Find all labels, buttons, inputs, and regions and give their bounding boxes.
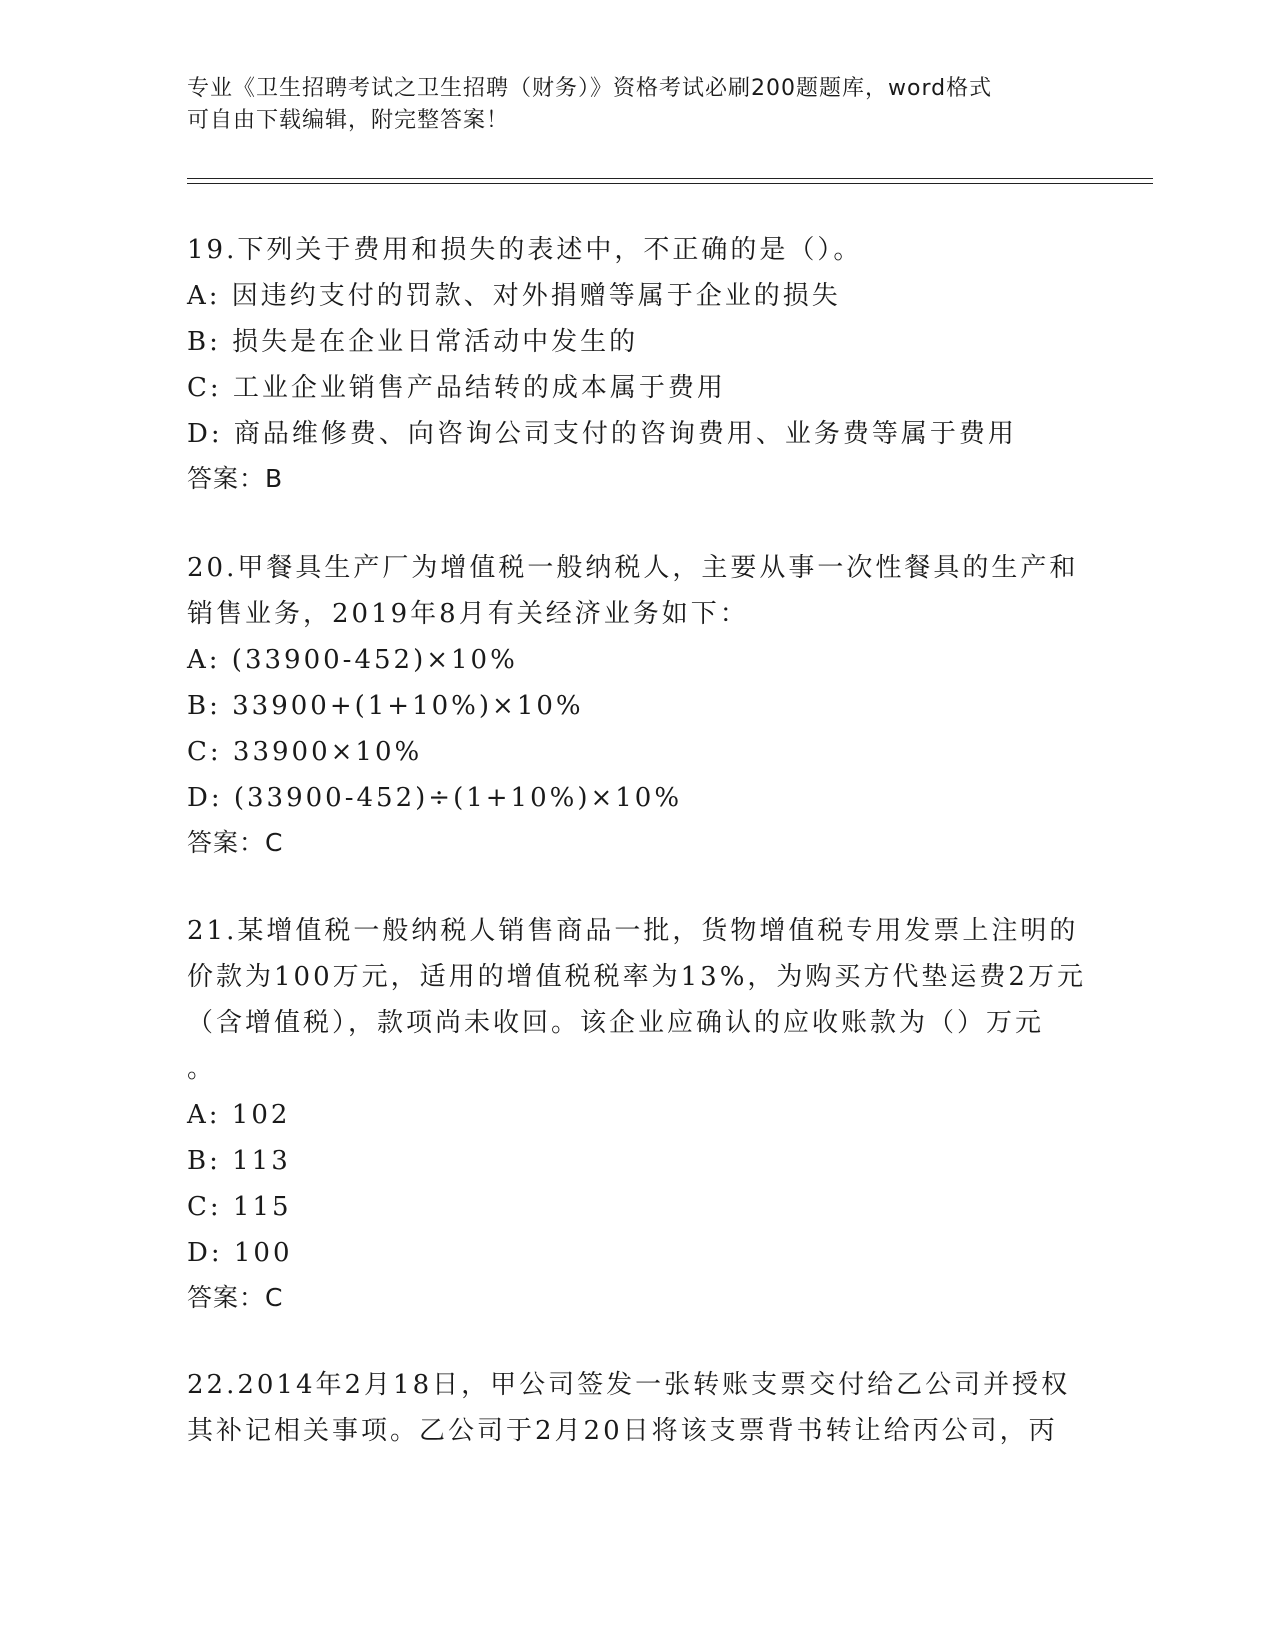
option-c: C: 33900×10% — [187, 737, 423, 767]
question-stem-line-2: 其补记相关事项。乙公司于2月20日将该支票背书转让给丙公司，丙 — [187, 1416, 1058, 1446]
header-line-2: 可自由下载编辑，附完整答案！ — [187, 108, 510, 133]
answer: 答案：C — [187, 828, 284, 857]
option-d: D: 商品维修费、向咨询公司支付的咨询费用、业务费等属于费用 — [187, 419, 1017, 449]
option-c: C: 115 — [187, 1192, 292, 1222]
question-stem-line-1: 20.甲餐具生产厂为增值税一般纳税人，主要从事一次性餐具的生产和 — [187, 553, 1079, 583]
option-c: C: 工业企业销售产品结转的成本属于费用 — [187, 373, 726, 403]
question-stem-line-4: 。 — [187, 1054, 217, 1084]
option-b: B: 损失是在企业日常活动中发生的 — [187, 327, 639, 357]
question-stem: 19.下列关于费用和损失的表述中，不正确的是（）。 — [187, 235, 863, 265]
question-stem-line-1: 21.某增值税一般纳税人销售商品一批，货物增值税专用发票上注明的 — [187, 916, 1079, 946]
answer: 答案：C — [187, 1283, 284, 1312]
header-line-1: 专业《卫生招聘考试之卫生招聘（财务）》资格考试必刷200题题库，word格式 — [187, 76, 993, 101]
option-d: D: 100 — [187, 1238, 293, 1268]
question-stem-line-2: 价款为100万元，适用的增值税税率为13%，为购买方代垫运费2万元 — [187, 962, 1086, 992]
question-21 — [187, 908, 1087, 1320]
question-stem-line-1: 22.2014年2月18日，甲公司签发一张转账支票交付给乙公司并授权 — [187, 1370, 1071, 1400]
option-a: A: 102 — [187, 1100, 291, 1130]
question-stem-line-2: 销售业务，2019年8月有关经济业务如下： — [187, 599, 749, 629]
option-b: B: 33900+(1+10%)×10% — [187, 691, 584, 721]
question-22 — [187, 1362, 1087, 1454]
option-a: A: 因违约支付的罚款、对外捐赠等属于企业的损失 — [187, 281, 841, 311]
option-d: D: (33900-452)÷(1+10%)×10% — [187, 783, 683, 813]
question-19 — [187, 227, 1087, 501]
answer: 答案：B — [187, 464, 284, 493]
document-header — [187, 73, 1087, 137]
header-divider-bottom — [187, 183, 1153, 184]
option-b: B: 113 — [187, 1146, 291, 1176]
question-20 — [187, 545, 1087, 865]
question-stem-line-3: （含增值税），款项尚未收回。该企业应确认的应收账款为（）万元 — [187, 1008, 1045, 1038]
header-divider-top — [187, 178, 1153, 179]
option-a: A: (33900-452)×10% — [187, 645, 518, 675]
